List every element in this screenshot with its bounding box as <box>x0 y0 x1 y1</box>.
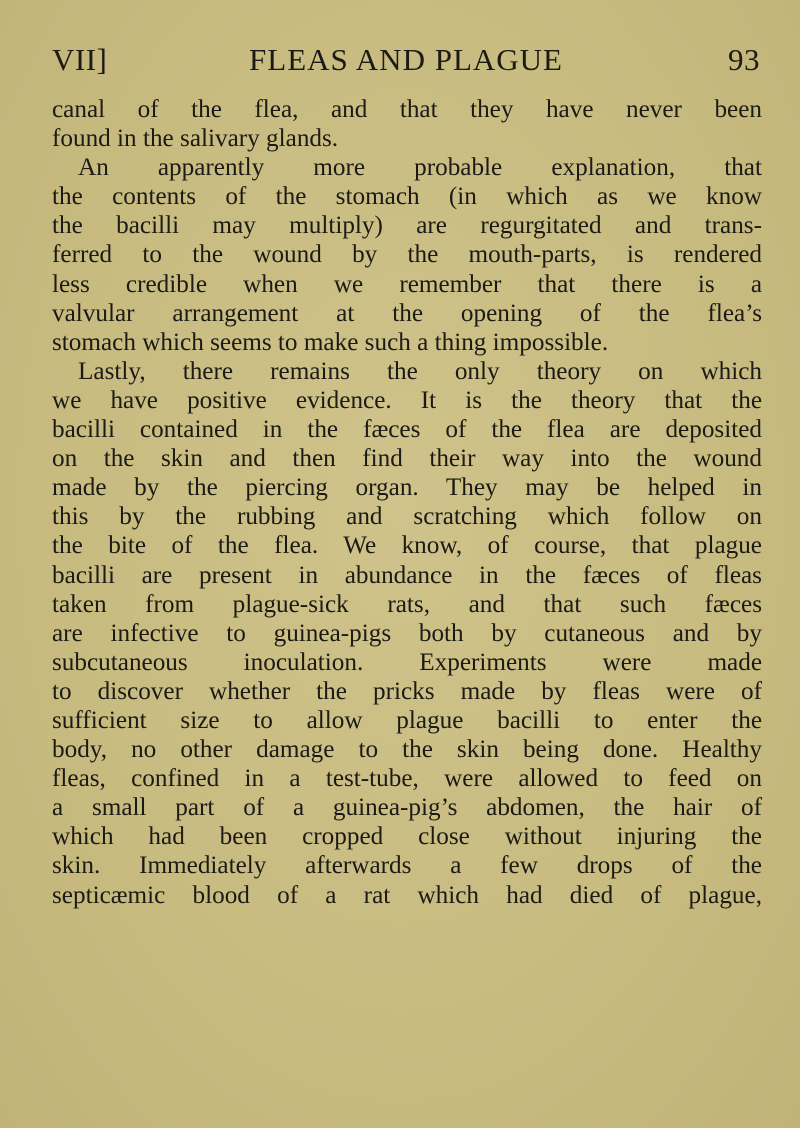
text-line: bacilli contained in the fæces of the flea are deposited <box>52 416 762 444</box>
text-line: body, no other damage to the skin being done. Healthy <box>52 736 762 764</box>
running-header <box>52 38 760 82</box>
text-line: valvular arrangement at the opening of the flea’s <box>52 299 762 327</box>
text-line: canal of the flea, and that they have never been <box>52 96 762 123</box>
text-line: fleas, confined in a test-tube, were allowed to feed on <box>52 765 762 793</box>
text-line: bacilli are present in abundance in the fæces of fleas <box>52 561 762 589</box>
text-line: we have positive evidence. It is the theory that the <box>52 386 762 414</box>
text-line: taken from plague-sick rats, and that such fæces <box>52 590 762 618</box>
page-title: FLEAS AND PLAGUE <box>249 42 563 77</box>
text-line: septicæmic blood of a rat which had died of plague, <box>52 881 762 909</box>
text-line: to discover whether the pricks made by fleas were of <box>52 677 762 705</box>
text-line: the bite of the flea. We know, of course, that plague <box>52 532 762 560</box>
text-line: which had been cropped close without injuring the <box>52 823 762 851</box>
text-line: the contents of the stomach (in which as we know <box>52 183 762 211</box>
text-line: skin. Immediately afterwards a few drops of the <box>52 852 762 880</box>
chapter-number: VII] <box>52 42 108 77</box>
page-number: 93 <box>728 42 760 77</box>
text-line: less credible when we remember that there is a <box>52 270 762 298</box>
text-line: the bacilli may multiply) are regurgitated and trans- <box>52 212 762 240</box>
text-line: on the skin and then find their way into the wound <box>52 445 762 473</box>
text-line: subcutaneous inoculation. Experiments were made <box>52 648 762 676</box>
text-line: An apparently more probable explanation, that <box>78 154 762 182</box>
text-line: made by the piercing organ. They may be helped in <box>52 474 762 502</box>
text-line: sufficient size to allow plague bacilli to enter the <box>52 706 762 734</box>
text-line: are infective to guinea-pigs both by cutaneous and by <box>52 619 762 647</box>
text-line: found in the salivary glands. <box>52 125 339 153</box>
text-line: this by the rubbing and scratching which follow on <box>52 503 762 531</box>
text-line: Lastly, there remains the only theory on which <box>78 357 762 385</box>
text-line: ferred to the wound by the mouth-parts, is rendered <box>52 241 762 269</box>
body-text <box>52 95 762 910</box>
text-line: stomach which seems to make such a thing impossible. <box>52 328 609 356</box>
text-line: a small part of a guinea-pig’s abdomen, the hair of <box>52 794 762 822</box>
